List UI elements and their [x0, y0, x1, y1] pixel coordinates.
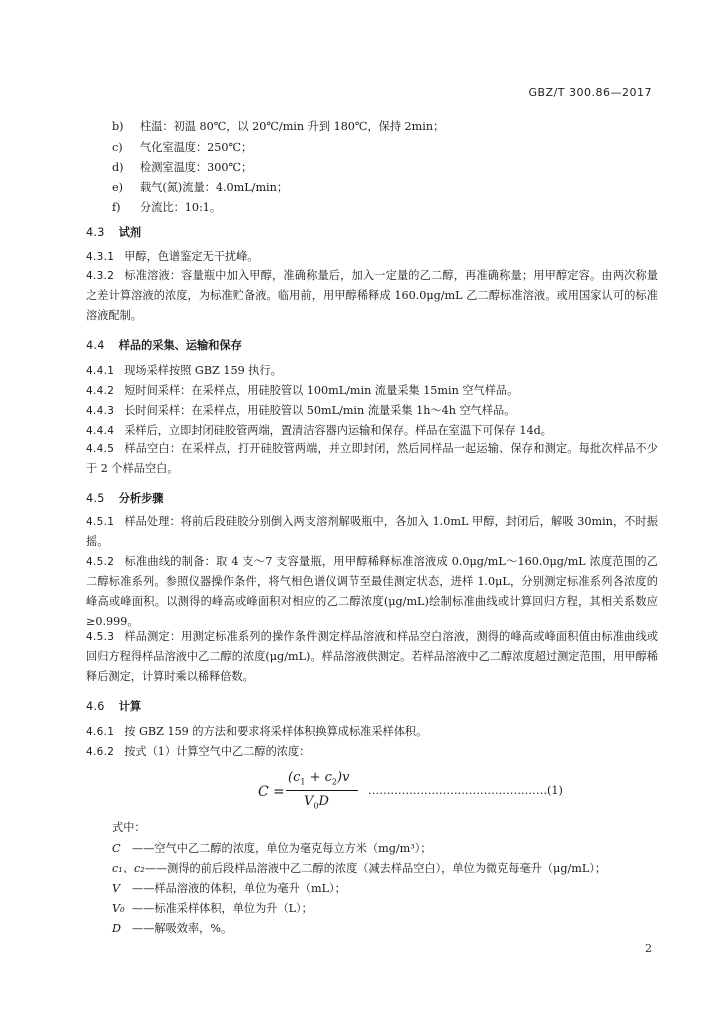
clause-number: 4.4.3 — [86, 405, 115, 417]
clause-text: 采样后，立即封闭硅胶管两端，置清洁容器内运输和保存。样品在室温下可保存 14d。 — [124, 424, 552, 437]
clause-text: 短时间采样：在采样点，用硅胶管以 100mL/min 流量采集 15min 空气样品。 — [124, 384, 519, 397]
formula — [258, 770, 358, 818]
list-item-text: 分流比：10:1。 — [140, 201, 222, 214]
section-number: 4.6 — [86, 700, 105, 713]
clause-text: 甲醇，色谱鉴定无干扰峰。 — [124, 250, 259, 263]
section-heading — [86, 338, 242, 353]
variable-definition — [112, 881, 346, 896]
clause-number: 4.5.2 — [86, 556, 115, 568]
section-heading — [86, 491, 163, 506]
where-intro: 式中： — [112, 821, 146, 834]
variable-definition — [112, 901, 313, 916]
variable-definition — [112, 921, 232, 936]
clause-number: 4.4.5 — [86, 443, 115, 455]
clause — [86, 403, 515, 419]
formula-numerator-open: (c — [288, 770, 301, 785]
list-item — [112, 119, 444, 134]
variable-symbol: V — [112, 882, 121, 895]
variable-symbol: C — [112, 842, 121, 855]
clause-number: 4.5.3 — [86, 631, 115, 643]
variable-description: ——测得的前后段样品溶液中乙二醇的浓度（减去样品空白），单位为微克每毫升（μg/mL）； — [144, 862, 607, 875]
list-item — [112, 140, 252, 155]
variable-symbol: D — [112, 922, 121, 935]
list-item-label: f) — [112, 201, 121, 214]
list-item-text: 柱温：初温 80℃，以 20℃/min 升到 180℃，保持 2min； — [140, 120, 445, 133]
clause-text: 标准溶液：容量瓶中加入甲醇，准确称量后，加入一定量的乙二醇，再准确称量；用甲醇定容。由两次称量之差计算溶液的浓度，为标准贮备液。临用前，用甲醇稀释成 160.0μg/mL 乙二醇标准溶液。或用国家认可的标准溶液配制。 — [86, 269, 658, 322]
formula-denominator-rest: D — [318, 794, 329, 809]
list-item — [112, 160, 252, 175]
variable-symbol: c₁、c₂ — [112, 862, 145, 875]
fraction-bar — [286, 790, 358, 791]
section-number: 4.5 — [86, 492, 105, 505]
clause — [86, 249, 258, 265]
list-item — [112, 180, 288, 195]
section-title: 试剂 — [118, 226, 142, 239]
formula-subscript: 1 — [300, 777, 306, 787]
clause-number: 4.3.1 — [86, 251, 115, 263]
page-number: 2 — [645, 942, 652, 955]
section-heading — [86, 699, 141, 714]
clause-number: 4.3.2 — [86, 270, 115, 282]
clause-number: 4.4.1 — [86, 365, 115, 377]
list-item-label: b) — [112, 120, 124, 133]
clause-number: 4.5.1 — [86, 516, 115, 528]
variable-description: ——样品溶液的体积，单位为毫升（mL）； — [132, 882, 346, 895]
list-item-label: e) — [112, 181, 123, 194]
clause — [86, 439, 658, 479]
list-item-text: 检测室温度：300℃； — [140, 161, 253, 174]
clause — [86, 627, 658, 687]
clause-number: 4.4.2 — [86, 385, 115, 397]
clause-text: 长时间采样：在采样点，用硅胶管以 50mL/min 流量采集 1h～4h 空气样品。 — [124, 404, 516, 417]
section-title: 样品的采集、运输和保存 — [118, 339, 242, 352]
clause — [86, 266, 658, 326]
variable-description: ——解吸效率，%。 — [132, 922, 233, 935]
clause-text: 样品空白：在采样点，打开硅胶管两端，并立即封闭，然后同样品一起运输、保存和测定。每批次样品不少于 2 个样品空白。 — [86, 442, 658, 475]
list-item-text: 载气(氮)流量：4.0mL/min； — [140, 181, 289, 194]
list-item — [112, 200, 221, 215]
formula-subscript: 0 — [313, 801, 319, 811]
list-item-label: d) — [112, 161, 124, 174]
formula-lhs: C — [258, 784, 269, 800]
clause — [86, 512, 658, 552]
standard-number: GBZ/T 300.86—2017 — [528, 86, 652, 99]
clause-text: 标准曲线的制备：取 4 支～7 支容量瓶，用甲醇稀释标准溶液成 0.0μg/mL～160.0μg/mL 浓度范围的乙二醇标准系列。参照仪器操作条件，将气相色谱仪调节至最佳测定状态，进样 1.0μL，分别测定标准系列各浓度的峰高或峰面积。以测得的峰高或峰面积对相应的乙二醇浓度(μg/mL)绘制标准曲线或计算回归方程，其相关系数应≥0.999。 — [86, 555, 658, 628]
variable-description: ——标准采样体积，单位为升（L）； — [132, 902, 313, 915]
section-number: 4.4 — [86, 339, 105, 352]
formula-subscript: 2 — [331, 777, 337, 787]
clause — [86, 744, 310, 760]
list-item-text: 气化室温度：250℃； — [140, 141, 253, 154]
equation-number: …………………………………………(1) — [368, 784, 563, 797]
clause-number: 4.4.4 — [86, 425, 115, 437]
section-heading — [86, 225, 141, 240]
variable-definition — [112, 861, 606, 876]
formula-numerator-plus: + c — [305, 770, 332, 785]
clause-text: 样品处理：将前后段硅胶分别倒入两支溶剂解吸瓶中，各加入 1.0mL 甲醇，封闭后，解吸 30min，不时振摇。 — [86, 515, 658, 548]
section-title: 计算 — [118, 700, 142, 713]
list-item-label: c) — [112, 141, 123, 154]
variable-symbol: V₀ — [112, 902, 125, 915]
clause — [86, 552, 658, 632]
clause-text: 样品测定：用测定标准系列的操作条件测定样品溶液和样品空白溶液，测得的峰高或峰面积值由标准曲线或回归方程得样品溶液中乙二醇的浓度(μg/mL)。样品溶液供测定。若样品溶液中乙二醇浓度超过测定范围，用甲醇稀释后测定，计算时乘以稀释倍数。 — [86, 630, 658, 683]
clause-text: 按式（1）计算空气中乙二醇的浓度： — [124, 745, 311, 758]
section-number: 4.3 — [86, 226, 105, 239]
formula-numerator — [288, 770, 349, 787]
clause-number: 4.6.2 — [86, 746, 115, 758]
formula-equals: = — [273, 784, 285, 800]
clause — [86, 423, 552, 439]
formula-denominator-main: V — [304, 794, 314, 809]
clause — [86, 724, 427, 740]
section-title: 分析步骤 — [118, 492, 164, 505]
variable-description: ——空气中乙二醇的浓度，单位为毫克每立方米（mg/m³）； — [132, 842, 432, 855]
formula-denominator — [304, 794, 329, 811]
clause-text: 按 GBZ 159 的方法和要求将采样体积换算成标准采样体积。 — [124, 725, 428, 738]
variable-definition — [112, 841, 432, 856]
clause — [86, 363, 282, 379]
clause — [86, 383, 518, 399]
clause-number: 4.6.1 — [86, 726, 115, 738]
clause-text: 现场采样按照 GBZ 159 执行。 — [124, 364, 282, 377]
formula-numerator-close: )v — [337, 770, 350, 785]
